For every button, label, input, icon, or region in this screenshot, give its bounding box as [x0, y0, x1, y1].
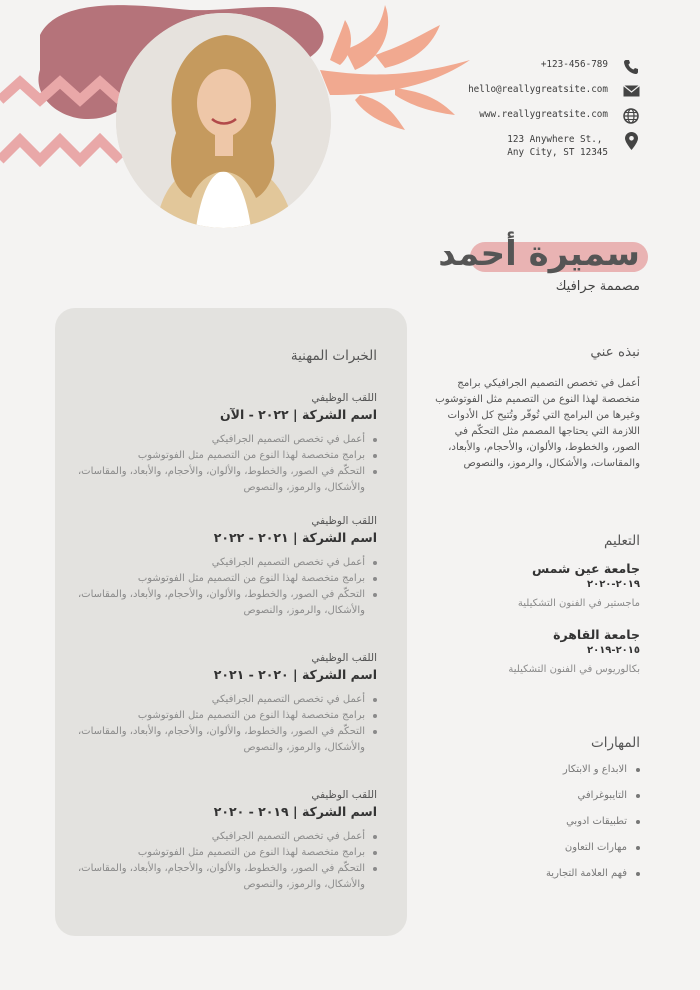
job-bullet: التحكّم في الصور، والخطوط، والألوان، والأحجام، والأبعاد، والمقاسات، والأشكال، والرموز، والنصوص — [67, 587, 365, 619]
skill-item: تطبيقات ادوبي — [460, 814, 640, 840]
contact-address — [340, 133, 640, 159]
experience-card — [55, 308, 407, 936]
globe-icon — [622, 108, 640, 124]
education-school: جامعة عين شمس — [531, 561, 640, 576]
job-entry — [67, 789, 377, 893]
skills-title: المهارات — [591, 735, 640, 751]
job-title: اللقب الوظيفي — [311, 789, 377, 801]
job-bullet: برامج متخصصة لهذا النوع من التصميم مثل الفوتوشوب — [67, 448, 365, 464]
job-bullet: برامج متخصصة لهذا النوع من التصميم مثل الفوتوشوب — [67, 708, 365, 724]
job-company-dates: اسم الشركة | ٢٠٢١ - ٢٠٢٢ — [213, 530, 377, 545]
skills-list — [460, 762, 640, 892]
job-title: اللقب الوظيفي — [311, 515, 377, 527]
contact-phone — [340, 58, 640, 74]
job-bullet: برامج متخصصة لهذا النوع من التصميم مثل الفوتوشوب — [67, 845, 365, 861]
job-bullet: برامج متخصصة لهذا النوع من التصميم مثل الفوتوشوب — [67, 571, 365, 587]
job-bullets — [67, 432, 377, 496]
education-title: التعليم — [604, 533, 640, 549]
job-title: اللقب الوظيفي — [311, 392, 377, 404]
job-entry — [67, 652, 377, 756]
address-text: 123 Anywhere St., Any City, ST 12345 — [507, 134, 608, 158]
skill-item: الابداع و الابتكار — [460, 762, 640, 788]
skill-item: فهم العلامة التجارية — [460, 866, 640, 892]
job-bullet: أعمل في تخصص التصميم الجرافيكي — [67, 692, 365, 708]
job-company-dates: اسم الشركة | ٢٠١٩ - ٢٠٢٠ — [213, 804, 377, 819]
job-entry — [67, 392, 377, 496]
profile-role: مصممة جرافيك — [555, 279, 640, 294]
job-bullet: أعمل في تخصص التصميم الجرافيكي — [67, 829, 365, 845]
job-company-dates: اسم الشركة | ٢٠٢٢ - الآن — [219, 407, 377, 422]
phone-text: +123-456-789 — [540, 59, 608, 70]
job-bullets — [67, 555, 377, 619]
education-years: ٢٠١٩-٢٠٢٠ — [587, 579, 640, 590]
experience-title: الخبرات المهنية — [290, 348, 377, 364]
contact-email — [340, 83, 640, 99]
contact-info — [340, 58, 640, 168]
about-text: أعمل في تخصص التصميم الجرافيكي برامج متخصصة لهذا النوع من التصميم مثل الفوتوشوب وغيرها من البرامج التي تُوفّر وتُتيح كل الأدوات اللازمة التي يحتاجها المصمم مثل التحكّم في الصور، والخطوط، والألوان، والأحجام، والأبعاد، والمقاسات، والأشكال، والرموز، والنصوص — [435, 378, 640, 469]
job-title: اللقب الوظيفي — [311, 652, 377, 664]
job-bullet: أعمل في تخصص التصميم الجرافيكي — [67, 555, 365, 571]
phone-icon — [622, 58, 640, 74]
education-degree: بكالوريوس في الفنون التشكيلية — [508, 664, 640, 675]
job-company-dates: اسم الشركة | ٢٠٢٠ - ٢٠٢١ — [213, 667, 377, 682]
job-bullet: التحكّم في الصور، والخطوط، والألوان، والأحجام، والأبعاد، والمقاسات، والأشكال، والرموز، والنصوص — [67, 724, 365, 756]
profile-photo — [116, 13, 331, 228]
education-school: جامعة القاهرة — [553, 627, 640, 642]
job-bullet: التحكّم في الصور، والخطوط، والألوان، والأحجام، والأبعاد، والمقاسات، والأشكال، والرموز، والنصوص — [67, 464, 365, 496]
education-entry — [440, 627, 640, 675]
skill-item: التايبوغرافي — [460, 788, 640, 814]
job-bullet: أعمل في تخصص التصميم الجرافيكي — [67, 432, 365, 448]
profile-name: سميرة أحمد — [438, 234, 640, 274]
skill-item: مهارات التعاون — [460, 840, 640, 866]
zigzag-line-bottom — [0, 140, 120, 160]
job-bullets — [67, 829, 377, 893]
education-years: ٢٠١٥-٢٠١٩ — [587, 645, 640, 656]
contact-website — [340, 108, 640, 124]
website-text[interactable]: www.reallygreatsite.com — [479, 109, 608, 120]
job-bullets — [67, 692, 377, 756]
location-pin-icon — [622, 133, 640, 149]
about-title: نبذه عني — [590, 344, 640, 360]
job-entry — [67, 515, 377, 619]
education-entry — [440, 561, 640, 609]
email-text[interactable]: hello@reallygreatsite.com — [468, 84, 608, 95]
envelope-icon — [622, 83, 640, 99]
education-degree: ماجستير في الفنون التشكيلية — [517, 598, 640, 609]
job-bullet: التحكّم في الصور، والخطوط، والألوان، والأحجام، والأبعاد، والمقاسات، والأشكال، والرموز، والنصوص — [67, 861, 365, 893]
